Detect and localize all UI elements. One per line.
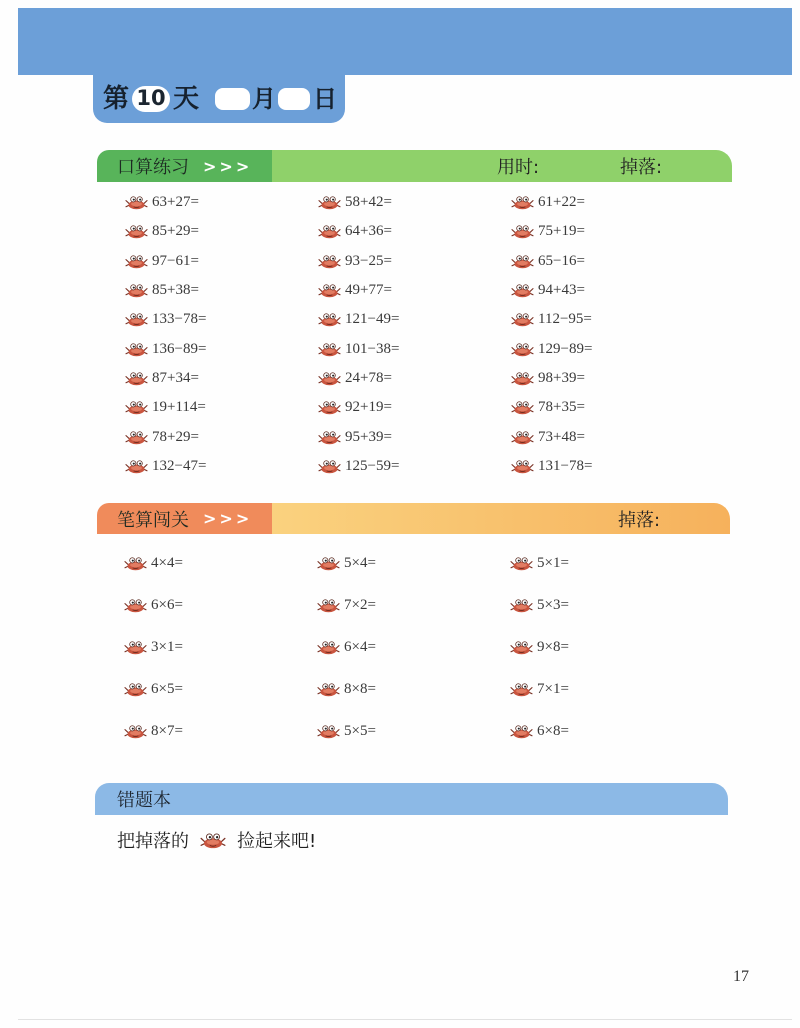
crab-icon	[511, 459, 534, 474]
written-problem-grid	[124, 542, 703, 752]
crab-icon	[317, 556, 340, 571]
problem-expression: 6×5=	[151, 680, 183, 697]
written-challenge-title-block	[97, 503, 272, 534]
crab-icon	[125, 224, 148, 239]
crab-icon	[318, 400, 341, 415]
problem-expression: 58+42=	[345, 194, 392, 211]
problem-expression: 8×7=	[151, 722, 183, 739]
date-tab	[93, 74, 345, 123]
problem-expression: 5×4=	[344, 554, 376, 571]
page-number: 17	[733, 968, 749, 985]
crab-icon	[124, 724, 147, 739]
problem-item	[318, 217, 511, 246]
crab-icon	[510, 556, 533, 571]
problem-item	[125, 188, 318, 217]
problem-expression: 94+43=	[538, 282, 585, 299]
problem-item	[125, 305, 318, 334]
crab-icon	[124, 556, 147, 571]
problem-expression: 125−59=	[345, 457, 400, 474]
problem-expression: 61+22=	[538, 194, 585, 211]
problem-expression: 132−47=	[152, 457, 207, 474]
crab-icon	[317, 724, 340, 739]
problem-item	[511, 334, 704, 363]
header-banner	[18, 8, 792, 75]
problem-item	[317, 542, 510, 584]
problem-item	[511, 364, 704, 393]
problem-item	[124, 710, 317, 752]
problem-expression: 6×6=	[151, 596, 183, 613]
problem-item	[318, 452, 511, 481]
problem-expression: 136−89=	[152, 340, 207, 357]
oral-problem-grid	[125, 188, 704, 481]
oral-practice-header	[97, 150, 732, 182]
problem-item	[318, 393, 511, 422]
problem-item	[318, 422, 511, 451]
crab-icon	[511, 224, 534, 239]
problem-expression: 7×2=	[344, 596, 376, 613]
problem-item	[317, 668, 510, 710]
dropped-label: 掉落:	[618, 509, 661, 531]
oral-practice-info-block	[272, 150, 732, 182]
problem-item	[511, 422, 704, 451]
problem-expression: 121−49=	[345, 311, 400, 328]
crab-icon	[511, 283, 534, 298]
problem-expression: 75+19=	[538, 223, 585, 240]
crab-icon	[318, 342, 341, 357]
crab-icon	[511, 254, 534, 269]
crab-icon	[318, 312, 341, 327]
problem-item	[125, 334, 318, 363]
problem-expression: 101−38=	[345, 340, 400, 357]
month-blank	[215, 88, 250, 110]
problem-item	[510, 668, 703, 710]
crab-icon	[124, 682, 147, 697]
problem-item	[511, 452, 704, 481]
mistake-book-header	[95, 783, 728, 815]
problem-item	[318, 276, 511, 305]
problem-expression: 93−25=	[345, 252, 392, 269]
dropped-label: 掉落:	[620, 157, 663, 178]
problem-expression: 78+29=	[152, 428, 199, 445]
crab-icon	[124, 640, 147, 655]
crab-icon	[318, 254, 341, 269]
problem-expression: 7×1=	[537, 680, 569, 697]
problem-item	[124, 626, 317, 668]
crab-icon	[124, 598, 147, 613]
problem-item	[317, 626, 510, 668]
crab-icon	[125, 254, 148, 269]
crab-icon	[318, 430, 341, 445]
problem-expression: 92+19=	[345, 399, 392, 416]
problem-item	[125, 364, 318, 393]
problem-expression: 8×8=	[344, 680, 376, 697]
problem-expression: 64+36=	[345, 223, 392, 240]
problem-expression: 133−78=	[152, 311, 207, 328]
problem-expression: 65−16=	[538, 252, 585, 269]
crab-icon	[511, 195, 534, 210]
mistake-book-prompt	[117, 827, 316, 853]
problem-item	[511, 305, 704, 334]
problem-expression: 6×4=	[344, 638, 376, 655]
problem-expression: 131−78=	[538, 457, 593, 474]
crab-icon	[317, 682, 340, 697]
problem-expression: 19+114=	[152, 399, 206, 416]
crab-icon	[125, 371, 148, 386]
problem-item	[124, 668, 317, 710]
crab-icon	[511, 342, 534, 357]
problem-expression: 9×8=	[537, 638, 569, 655]
problem-item	[510, 626, 703, 668]
crab-icon	[125, 342, 148, 357]
problem-item	[510, 542, 703, 584]
bottom-divider	[18, 1019, 792, 1020]
problem-item	[124, 542, 317, 584]
date-label: 日	[313, 84, 338, 113]
problem-item	[318, 247, 511, 276]
problem-item	[125, 276, 318, 305]
problem-item	[125, 217, 318, 246]
problem-item	[511, 393, 704, 422]
crab-icon	[318, 195, 341, 210]
problem-expression: 63+27=	[152, 194, 199, 211]
crab-icon	[318, 283, 341, 298]
problem-expression: 85+38=	[152, 282, 199, 299]
crab-icon	[125, 195, 148, 210]
section-title: 笔算闯关	[117, 509, 189, 531]
section-arrows: >>>	[203, 156, 253, 176]
crab-icon	[125, 283, 148, 298]
problem-item	[317, 710, 510, 752]
problem-expression: 6×8=	[537, 722, 569, 739]
problem-expression: 112−95=	[538, 311, 592, 328]
problem-item	[125, 247, 318, 276]
problem-item	[317, 584, 510, 626]
section-arrows: >>>	[203, 509, 253, 528]
section-title: 口算练习	[117, 157, 189, 178]
problem-expression: 5×5=	[344, 722, 376, 739]
problem-item	[318, 305, 511, 334]
problem-item	[511, 188, 704, 217]
written-challenge-header	[97, 503, 730, 534]
problem-item	[510, 584, 703, 626]
problem-item	[318, 334, 511, 363]
time-label: 用时:	[497, 157, 540, 178]
problem-expression: 3×1=	[151, 638, 183, 655]
problem-expression: 98+39=	[538, 369, 585, 386]
problem-expression: 95+39=	[345, 428, 392, 445]
crab-icon	[125, 400, 148, 415]
section-title: 错题本	[117, 790, 171, 811]
crab-icon	[510, 682, 533, 697]
day-suffix: 天	[173, 83, 200, 114]
oral-practice-title-block	[97, 150, 272, 182]
problem-expression: 49+77=	[345, 282, 392, 299]
crab-icon	[317, 598, 340, 613]
problem-expression: 85+29=	[152, 223, 199, 240]
crab-icon	[125, 430, 148, 445]
crab-icon	[510, 724, 533, 739]
problem-item	[125, 452, 318, 481]
problem-item	[125, 393, 318, 422]
crab-icon	[318, 371, 341, 386]
problem-expression: 73+48=	[538, 428, 585, 445]
problem-expression: 129−89=	[538, 340, 593, 357]
problem-item	[318, 188, 511, 217]
prompt-text-before: 把掉落的	[117, 831, 189, 852]
crab-icon	[318, 459, 341, 474]
day-number-badge: 10	[132, 86, 170, 112]
crab-icon	[125, 312, 148, 327]
crab-icon	[318, 224, 341, 239]
date-blank	[278, 88, 310, 110]
problem-item	[511, 247, 704, 276]
crab-icon	[317, 640, 340, 655]
crab-icon	[200, 832, 226, 849]
crab-icon	[511, 312, 534, 327]
problem-item	[124, 584, 317, 626]
problem-expression: 78+35=	[538, 399, 585, 416]
crab-icon	[511, 400, 534, 415]
problem-item	[125, 422, 318, 451]
problem-expression: 5×1=	[537, 554, 569, 571]
written-challenge-info-block	[272, 503, 730, 534]
crab-icon	[510, 640, 533, 655]
crab-icon	[125, 459, 148, 474]
problem-expression: 87+34=	[152, 369, 199, 386]
problem-item	[511, 276, 704, 305]
problem-expression: 97−61=	[152, 252, 199, 269]
problem-expression: 4×4=	[151, 554, 183, 571]
problem-expression: 24+78=	[345, 369, 392, 386]
crab-icon	[511, 430, 534, 445]
problem-item	[511, 217, 704, 246]
month-label: 月	[252, 84, 277, 113]
crab-icon	[510, 598, 533, 613]
crab-icon	[511, 371, 534, 386]
problem-item	[510, 710, 703, 752]
day-prefix: 第	[103, 83, 130, 114]
problem-expression: 5×3=	[537, 596, 569, 613]
problem-item	[318, 364, 511, 393]
prompt-text-after: 捡起来吧!	[237, 831, 317, 852]
